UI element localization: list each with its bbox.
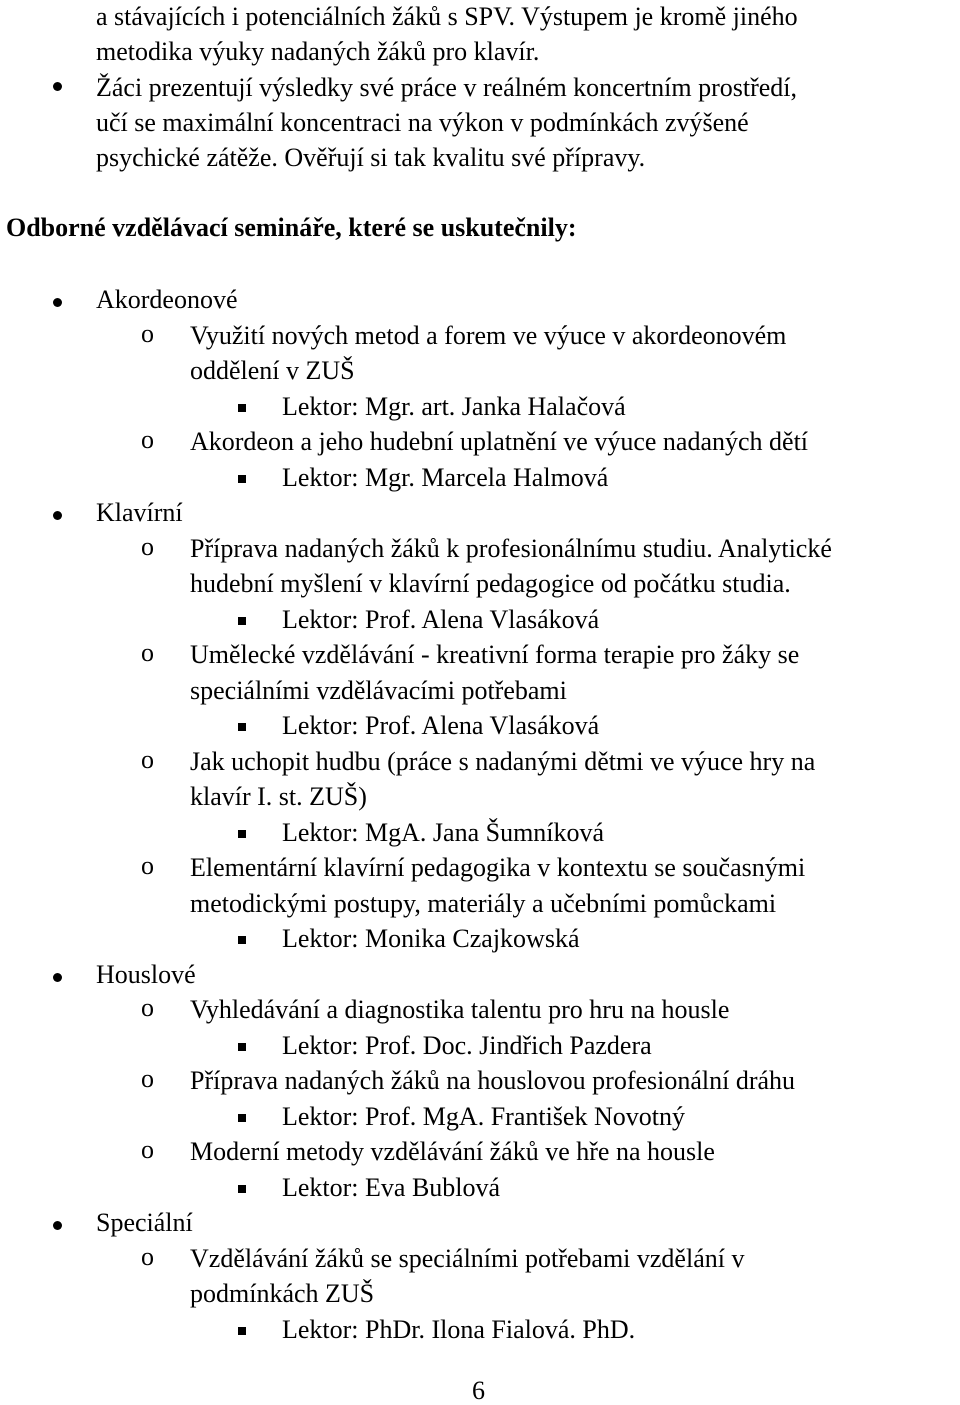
- lector-line: Lektor: Prof. Alena Vlasáková: [282, 711, 600, 740]
- section-name: Akordeonové: [96, 285, 238, 314]
- circle-bullet-icon: o: [141, 425, 154, 454]
- square-bullet-icon: [238, 404, 246, 412]
- lector-line: Lektor: Mgr. Marcela Halmová: [282, 462, 609, 492]
- lector-line: Lektor: Prof. Doc. Jindřich Pazdera: [282, 1030, 652, 1060]
- seminar-title: hudební myšlení v klavírní pedagogice od počátku studia.: [190, 569, 791, 598]
- circle-bullet-icon: o: [141, 1064, 154, 1093]
- intro-line: metodika výuky nadaných žáků pro klavír.: [96, 37, 540, 66]
- lector-line: Lektor: Prof. MgA. František Novotný: [282, 1101, 685, 1131]
- circle-bullet-icon: o: [141, 638, 154, 667]
- bullet-icon: [53, 1221, 62, 1230]
- square-bullet-icon: [238, 1114, 246, 1122]
- seminar-title: Umělecké vzdělávání - kreativní forma terapie pro žáky se: [190, 640, 800, 669]
- intro-line: psychické zátěže. Ověřují si tak kvalitu své přípravy.: [96, 143, 646, 172]
- lector-line: Lektor: Monika Czajkowská: [282, 924, 580, 953]
- intro-line: a stávajících i potenciálních žáků s SPV. Výstupem je kromě jiného: [96, 2, 798, 31]
- circle-bullet-icon: o: [141, 531, 154, 561]
- lector-line: Lektor: Prof. Alena Vlasáková: [282, 604, 600, 634]
- square-bullet-icon: [238, 1185, 246, 1193]
- intro-line: Žáci prezentují výsledky své práce v reálném koncertním prostředí,: [96, 73, 798, 102]
- lector-line: Lektor: Mgr. art. Janka Halačová: [282, 391, 626, 421]
- page-number: 6: [472, 1376, 485, 1405]
- circle-bullet-icon: o: [141, 1135, 154, 1164]
- seminar-title: metodickými postupy, materiály a učebními pomůckami: [190, 888, 777, 918]
- seminar-title: speciálními vzdělávacími potřebami: [190, 675, 567, 705]
- lector-line: Lektor: PhDr. Ilona Fialová. PhD.: [282, 1314, 636, 1344]
- circle-bullet-icon: o: [141, 993, 154, 1022]
- seminar-title: Moderní metody vzdělávání žáků ve hře na housle: [190, 1137, 715, 1166]
- seminar-title: Vzdělávání žáků se speciálními potřebami vzdělání v: [190, 1243, 745, 1273]
- seminar-title: Příprava nadaných žáků na houslovou profesionální dráhu: [190, 1066, 796, 1095]
- seminar-title: oddělení v ZUŠ: [190, 356, 355, 385]
- square-bullet-icon: [238, 830, 246, 838]
- square-bullet-icon: [238, 617, 246, 625]
- circle-bullet-icon: o: [141, 1241, 154, 1271]
- seminar-title: Příprava nadaných žáků k profesionálnímu studiu. Analytické: [190, 533, 832, 563]
- circle-bullet-icon: o: [141, 851, 154, 880]
- square-bullet-icon: [238, 1327, 246, 1335]
- square-bullet-icon: [238, 723, 246, 731]
- circle-bullet-icon: o: [141, 318, 154, 348]
- circle-bullet-icon: o: [141, 744, 154, 774]
- section-name: Speciální: [96, 1208, 193, 1237]
- bullet-icon: [53, 82, 62, 91]
- section-name: Houslové: [96, 959, 196, 989]
- lector-line: Lektor: Eva Bublová: [282, 1172, 501, 1202]
- seminar-title: Akordeon a jeho hudební uplatnění ve výuce nadaných dětí: [190, 427, 809, 456]
- seminar-title: Využití nových metod a forem ve výuce v akordeonovém: [190, 320, 787, 350]
- seminar-title: podmínkách ZUŠ: [190, 1279, 375, 1308]
- bullet-icon: [53, 511, 62, 520]
- intro-line: učí se maximální koncentraci na výkon v podmínkách zvýšené: [96, 108, 749, 137]
- square-bullet-icon: [238, 475, 246, 483]
- section-name: Klavírní: [96, 498, 183, 527]
- section-heading: Odborné vzdělávací semináře, které se uskutečnily:: [6, 213, 577, 242]
- seminar-title: Elementární klavírní pedagogika v kontextu se současnými: [190, 853, 806, 882]
- bullet-icon: [53, 973, 62, 982]
- seminar-title: klavír I. st. ZUŠ): [190, 782, 367, 811]
- square-bullet-icon: [238, 1043, 246, 1051]
- lector-line: Lektor: MgA. Jana Šumníková: [282, 817, 605, 847]
- seminar-title: Vyhledávání a diagnostika talentu pro hru na housle: [190, 995, 730, 1024]
- bullet-icon: [53, 298, 62, 307]
- square-bullet-icon: [238, 936, 246, 944]
- seminar-title: Jak uchopit hudbu (práce s nadanými dětmi ve výuce hry na: [190, 746, 816, 776]
